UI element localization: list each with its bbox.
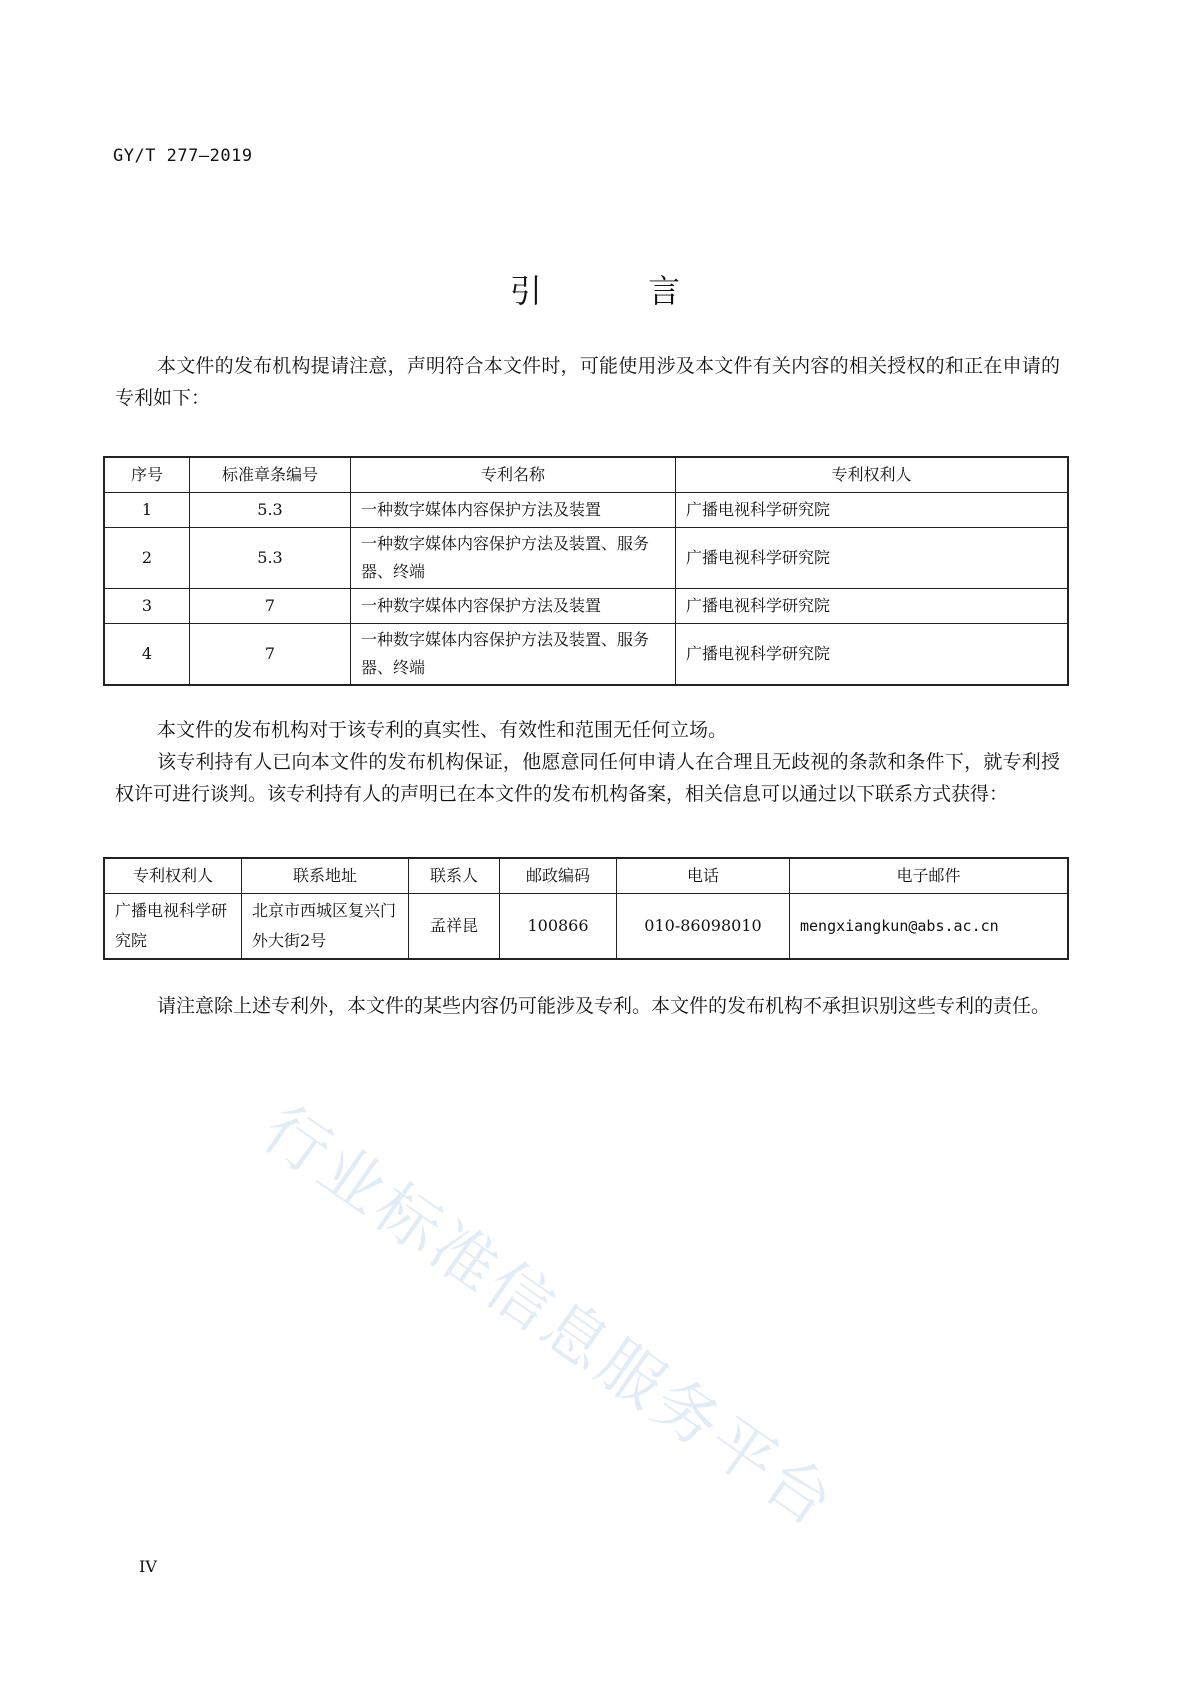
cell-clause: 5.3 — [190, 528, 351, 589]
header-cell: 邮政编码 — [500, 858, 617, 894]
table-row — [104, 894, 1068, 960]
cell-holder: 广播电视科学研究院 — [676, 624, 1069, 686]
cell-holder: 广播电视科学研究院 — [676, 493, 1069, 528]
header-cell: 序号 — [104, 457, 190, 493]
cell-postal-code: 100866 — [500, 894, 617, 960]
cell-clause: 7 — [190, 624, 351, 686]
cell-patent-name: 一种数字媒体内容保护方法及装置、服务器、终端 — [351, 528, 676, 589]
table-row — [104, 528, 1068, 589]
cell-number: 2 — [104, 528, 190, 589]
cell-number: 3 — [104, 589, 190, 624]
cell-contact-person: 孟祥昆 — [409, 894, 500, 960]
cell-clause: 7 — [190, 589, 351, 624]
cell-holder: 广播电视科学研究院 — [676, 528, 1069, 589]
table-header-row — [104, 858, 1068, 894]
table-row — [104, 589, 1068, 624]
paragraph-2: 本文件的发布机构对于该专利的真实性、有效性和范围无任何立场。 — [157, 719, 728, 741]
header-cell: 电话 — [617, 858, 790, 894]
header-cell: 专利权利人 — [676, 457, 1069, 493]
cell-number: 4 — [104, 624, 190, 686]
table-row — [104, 624, 1068, 686]
cell-patent-name: 一种数字媒体内容保护方法及装置 — [351, 589, 676, 624]
header-cell: 联系人 — [409, 858, 500, 894]
patent-table — [103, 456, 1069, 686]
header-cell: 标准章条编号 — [190, 457, 351, 493]
standard-code: GY/T 277—2019 — [113, 146, 253, 166]
table-header-row — [104, 457, 1068, 493]
cell-phone: 010-86098010 — [617, 894, 790, 960]
cell-number: 1 — [104, 493, 190, 528]
cell-patent-name: 一种数字媒体内容保护方法及装置 — [351, 493, 676, 528]
cell-address: 北京市西城区复兴门外大街2号 — [242, 894, 409, 960]
cell-patent-name: 一种数字媒体内容保护方法及装置、服务器、终端 — [351, 624, 676, 686]
table-row — [104, 493, 1068, 528]
page-title: 引 言 — [509, 272, 729, 310]
watermark: 行业标准信息服务平台 — [248, 1092, 849, 1543]
paragraph-4: 请注意除上述专利外，本文件的某些内容仍可能涉及专利。本文件的发布机构不承担识别这些专利的责任。 — [157, 995, 1051, 1017]
cell-clause: 5.3 — [190, 493, 351, 528]
header-cell: 联系地址 — [242, 858, 409, 894]
cell-holder: 广播电视科学研究院 — [104, 894, 242, 960]
intro-paragraph: 本文件的发布机构提请注意，声明符合本文件时，可能使用涉及本文件有关内容的相关授权的和正在申请的专利如下： — [115, 355, 1060, 409]
cell-holder: 广播电视科学研究院 — [676, 589, 1069, 624]
header-cell: 电子邮件 — [790, 858, 1069, 894]
header-cell: 专利名称 — [351, 457, 676, 493]
page-number: IV — [139, 1557, 157, 1576]
header-cell: 专利权利人 — [104, 858, 242, 894]
email-link[interactable]: mengxiangkun@abs.ac.cn — [790, 894, 1069, 960]
contact-table — [103, 857, 1069, 960]
paragraph-3: 该专利持有人已向本文件的发布机构保证，他愿意同任何申请人在合理且无歧视的条款和条件下，就专利授权许可进行谈判。该专利持有人的声明已在本文件的发布机构备案，相关信息可以通过以下联系方式获得： — [115, 751, 1060, 805]
